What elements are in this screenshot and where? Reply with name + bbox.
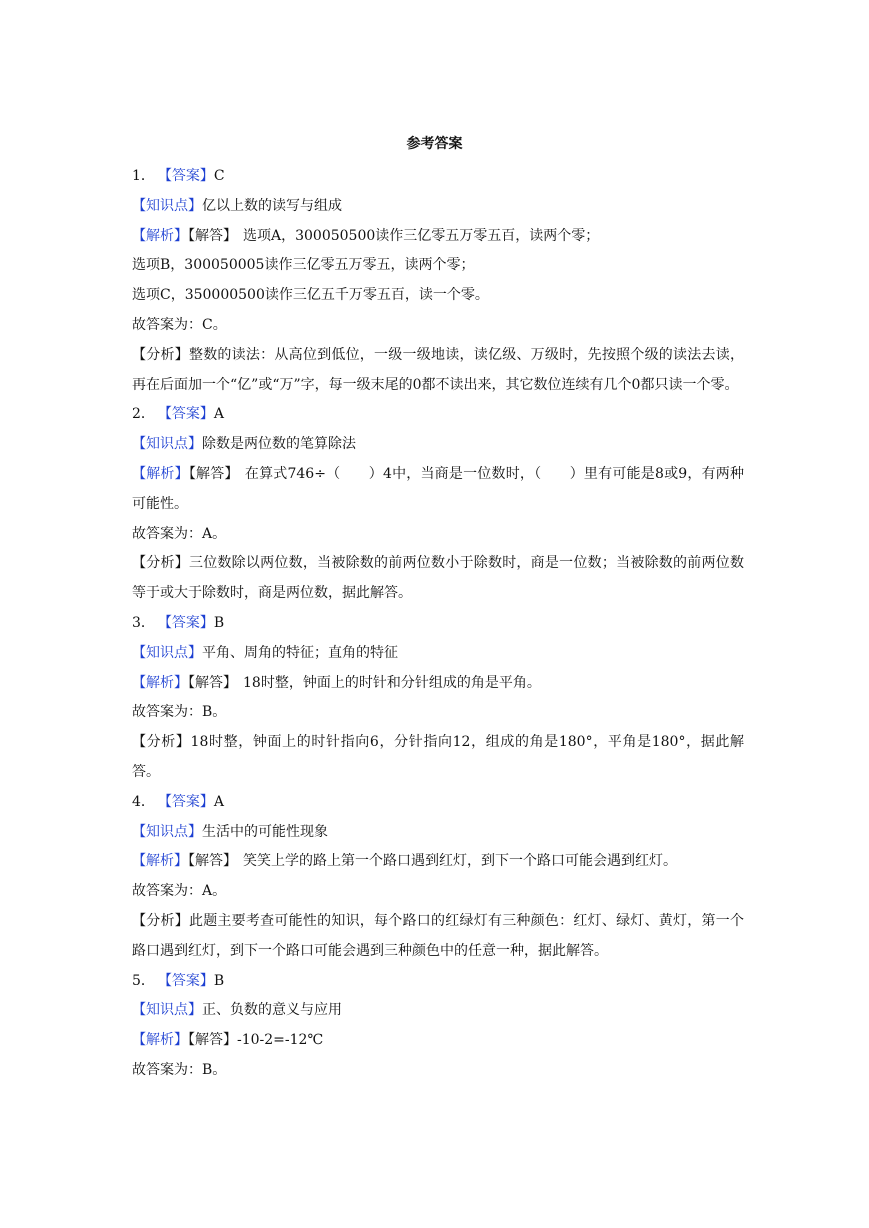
solution-line-q1-2: 选项B，300050005读作三亿零五万零五，读两个零； (132, 257, 475, 274)
fenxi-q1: 【分析】整数的读法：从高位到低位，一级一级地读，读亿级、万级时，先按照个级的读法去读，再在后面加一个“亿”或“万”字，每一级末尾的0都不读出来，其它数位连续有几个0都只读一个零。 (132, 346, 744, 393)
fenxi-q2: 【分析】三位数除以两位数，当被除数的前两位数小于除数时，商是一位数；当被除数的前两位数等于或大于除数时，商是两位数，据此解答。 (132, 555, 744, 602)
final-answer-q5: 故答案为：B。 (132, 1061, 227, 1078)
final-answer-q1: 故答案为：C。 (132, 316, 227, 333)
final-answer-q3: 故答案为：B。 (132, 704, 227, 721)
knowledge-line-q5: 【知识点】正、负数的意义与应用 (132, 1002, 342, 1019)
solution-line-q2-1: 【解析】【解答】 在算式746÷（ ）4中，当商是一位数时，（ ）里有可能是8或9，有两种可能性。 (132, 465, 745, 512)
solution-line-q3-1: 【解析】【解答】 18时整，钟面上的时针和分针组成的角是平角。 (132, 674, 541, 691)
fenxi-q3: 【分析】18时整，钟面上的时针指向6，分针指向12，组成的角是180°，平角是180°，据此解答。 (132, 734, 744, 780)
knowledge-line-q2: 【知识点】除数是两位数的笔算除法 (132, 436, 356, 453)
answer-line-q3: 3． 【答案】B (132, 614, 225, 631)
answer-line-q4: 4． 【答案】A (132, 793, 225, 810)
solution-line-q5-1: 【解析】【解答】-10-2=-12℃ (132, 1032, 324, 1049)
final-answer-q2: 故答案为：A。 (132, 525, 227, 542)
answer-list (132, 162, 744, 1086)
knowledge-line-q3: 【知识点】平角、周角的特征；直角的特征 (132, 644, 398, 661)
knowledge-line-q4: 【知识点】生活中的可能性现象 (132, 823, 328, 840)
answer-line-q5: 5． 【答案】B (132, 972, 225, 989)
answer-line-q1: 1． 【答案】C (132, 168, 225, 184)
final-answer-q4: 故答案为：A。 (132, 883, 227, 900)
page-title: 参考答案 (406, 136, 463, 152)
fenxi-q4: 【分析】此题主要考查可能性的知识，每个路口的红绿灯有三种颜色：红灯、绿灯、黄灯，第一个路口遇到红灯，到下一个路口可能会遇到三种颜色中的任意一种，据此解答。 (132, 912, 744, 959)
answer-line-q2: 2． 【答案】A (132, 406, 225, 423)
solution-line-q1-1: 【解析】【解答】 选项A，300050500读作三亿零五万零五百，读两个零； (132, 227, 600, 244)
knowledge-line-q1: 【知识点】亿以上数的读写与组成 (132, 197, 342, 214)
solution-line-q1-3: 选项C，350000500读作三亿五千万零五百，读一个零。 (132, 287, 489, 304)
solution-line-q4-1: 【解析】【解答】 笑笑上学的路上第一个路口遇到红灯，到下一个路口可能会遇到红灯。 (132, 853, 677, 870)
